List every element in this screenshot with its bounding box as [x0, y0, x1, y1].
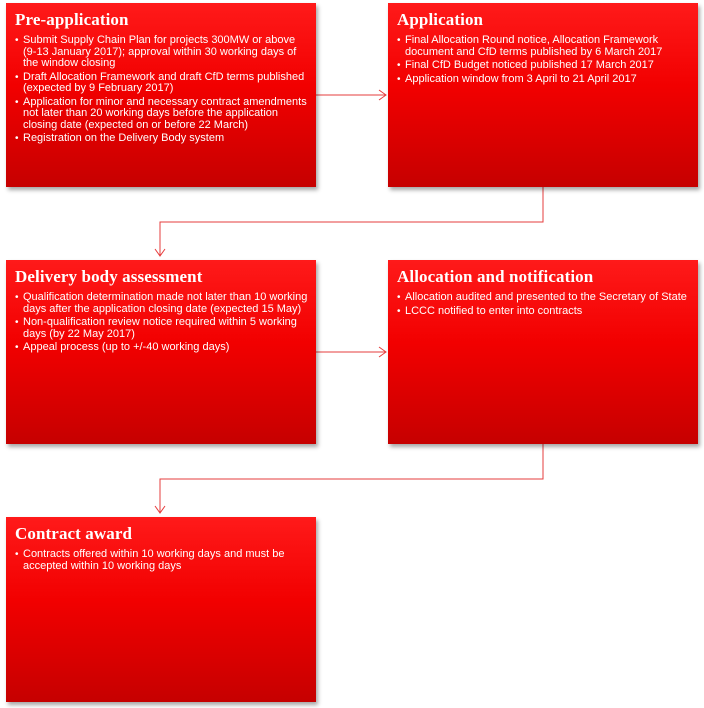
stage-item: • Application window from 3 April to 21 April 2017 [397, 74, 690, 86]
stage-title: Allocation and notification [397, 267, 594, 286]
stage-item: • LCCC notified to enter into contracts [397, 306, 690, 318]
stage-item: • Qualification determination made not later than 10 working days after the application closing date (expected 15 May) [15, 292, 308, 315]
stage-title: Delivery body assessment [15, 267, 203, 286]
stage-item: • Contracts offered within 10 working days and must be accepted within 10 working days [15, 549, 308, 572]
stage-items [397, 292, 690, 317]
stage-item: • Allocation audited and presented to the Secretary of State [397, 292, 690, 304]
stage-item: • Non-qualification review notice required within 5 working days (by 22 May 2017) [15, 317, 308, 340]
stage-title: Application [397, 10, 484, 29]
stage-items [397, 35, 690, 85]
stage-delivery-body-assessment [6, 260, 316, 444]
connector-application-to-assessment [160, 187, 543, 256]
stage-item: • Registration on the Delivery Body system [15, 133, 308, 145]
stage-contract-award [6, 517, 316, 702]
stage-items [15, 292, 308, 354]
stage-application [388, 3, 698, 187]
stage-allocation-and-notification [388, 260, 698, 444]
stage-title: Pre-application [15, 10, 129, 29]
stage-items [15, 549, 308, 572]
stage-item: • Final Allocation Round notice, Allocation Framework document and CfD terms published by 6 March 2017 [397, 35, 690, 58]
stage-item: • Submit Supply Chain Plan for projects 300MW or above (9-13 January 2017); approval within 30 working days of the window closing [15, 35, 308, 70]
stage-item: • Draft Allocation Framework and draft CfD terms published (expected by 9 February 2017) [15, 72, 308, 95]
stage-items [15, 35, 308, 145]
stage-item: • Appeal process (up to +/-40 working days) [15, 342, 308, 354]
stage-pre-application [6, 3, 316, 187]
stage-title: Contract award [15, 524, 133, 543]
stage-item: • Application for minor and necessary contract amendments not later than 20 working days before the application closing date (expected on or before 22 March) [15, 97, 308, 132]
stage-item: • Final CfD Budget noticed published 17 March 2017 [397, 60, 690, 72]
connector-allocation-to-award [160, 444, 543, 513]
